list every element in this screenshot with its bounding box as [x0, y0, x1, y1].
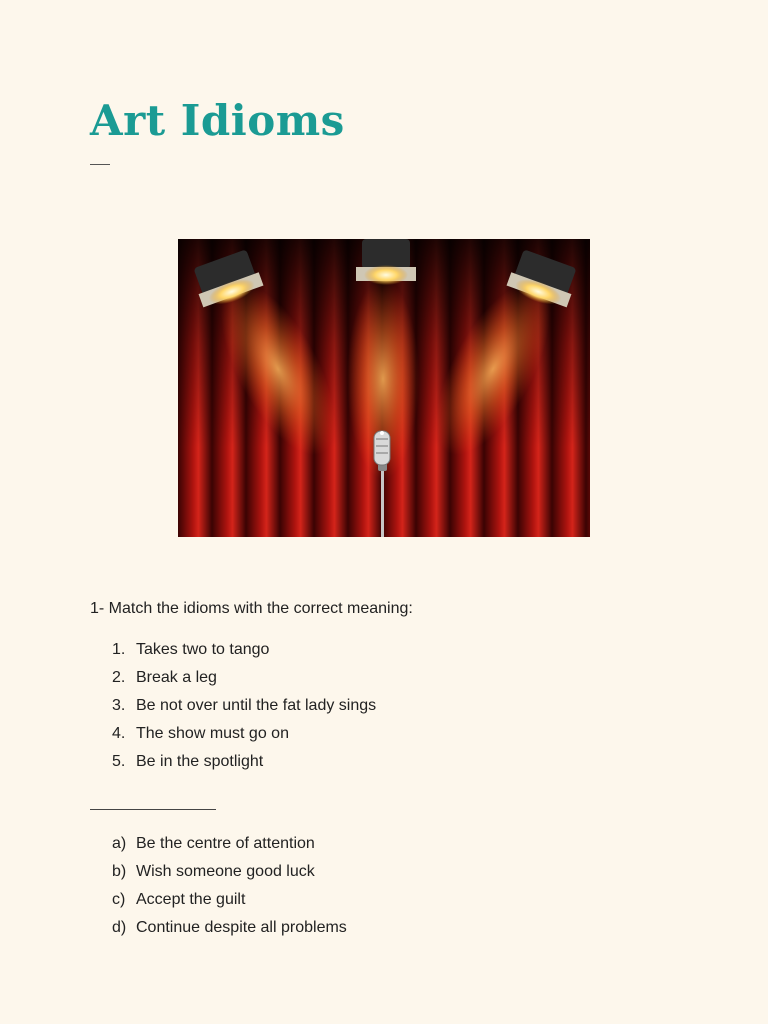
idiom-list [112, 636, 376, 776]
idiom-item: 1. Takes two to tango [112, 641, 270, 658]
idiom-item: 5. Be in the spotlight [112, 753, 264, 770]
idiom-item: 3. Be not over until the fat lady sings [112, 697, 377, 714]
section-separator [90, 809, 216, 810]
page-title: Art Idioms [90, 96, 345, 145]
meaning-list [112, 830, 347, 942]
meaning-item: d) Continue despite all problems [112, 919, 347, 936]
idiom-item: 2. Break a leg [112, 669, 217, 686]
meaning-item: b) Wish someone good luck [112, 863, 315, 880]
meaning-item: a) Be the centre of attention [112, 835, 315, 852]
idiom-item: 4. The show must go on [112, 725, 289, 742]
stage-illustration [178, 239, 590, 537]
meaning-item: c) Accept the guilt [112, 891, 246, 908]
title-underline [90, 164, 110, 165]
exercise-instruction: 1- Match the idioms with the correct meaning: [90, 600, 413, 617]
